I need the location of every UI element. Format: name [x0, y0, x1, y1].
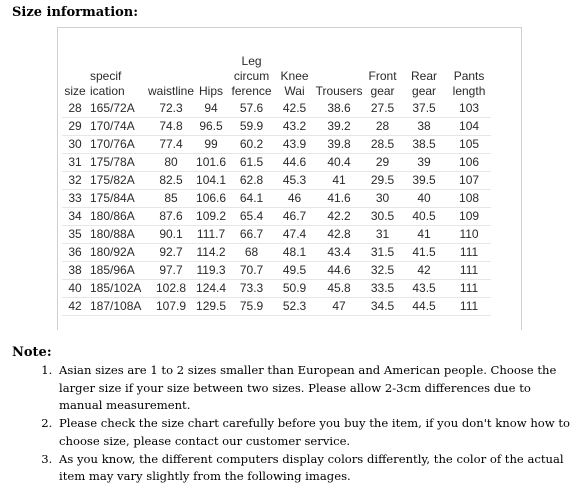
table-cell: 111.7	[194, 226, 228, 244]
table-cell: 45.3	[275, 172, 314, 190]
table-cell: 42.8	[314, 226, 364, 244]
header-line: Pants	[453, 69, 485, 83]
table-cell: 175/84A	[88, 190, 148, 208]
header-line: Rear	[411, 69, 438, 83]
table-cell: 110	[447, 226, 491, 244]
table-cell: 90.1	[148, 226, 194, 244]
table-cell: 30	[364, 190, 401, 208]
header-line: ference	[231, 84, 272, 98]
table-cell: 44.6	[314, 262, 364, 280]
table-cell: 119.3	[194, 262, 228, 280]
table-cell: 48.1	[275, 244, 314, 262]
header-line: Trousers	[315, 84, 363, 98]
header-line: waistline	[148, 84, 195, 98]
table-cell: 43.2	[275, 118, 314, 136]
table-cell: 42	[62, 298, 88, 316]
table-cell: 40.5	[401, 208, 447, 226]
table-cell: 102.8	[148, 280, 194, 298]
header-line: Hips	[199, 84, 224, 98]
table-cell: 111	[447, 280, 491, 298]
table-cell: 42	[401, 262, 447, 280]
table-cell: 94	[194, 100, 228, 118]
header-waistline	[148, 44, 194, 100]
table-cell: 175/82A	[88, 172, 148, 190]
table-cell: 43.4	[314, 244, 364, 262]
table-cell: 62.8	[228, 172, 275, 190]
table-cell: 38	[401, 118, 447, 136]
table-cell: 39.8	[314, 136, 364, 154]
table-cell: 45.8	[314, 280, 364, 298]
table-cell: 38	[62, 262, 88, 280]
table-cell: 32.5	[364, 262, 401, 280]
table-cell: 40.4	[314, 154, 364, 172]
table-cell: 187/108A	[88, 298, 148, 316]
header-trousers	[314, 44, 364, 100]
table-cell: 180/92A	[88, 244, 148, 262]
table-cell: 34.5	[364, 298, 401, 316]
table-cell: 28	[62, 100, 88, 118]
table-cell: 44.6	[275, 154, 314, 172]
table-row	[62, 244, 491, 262]
table-cell: 59.9	[228, 118, 275, 136]
table-cell: 39	[401, 154, 447, 172]
table-cell: 73.3	[228, 280, 275, 298]
header-line: Wai	[284, 84, 305, 98]
table-cell: 104	[447, 118, 491, 136]
table-cell: 170/74A	[88, 118, 148, 136]
table-cell: 65.4	[228, 208, 275, 226]
header-line: gear	[370, 84, 395, 98]
table-cell: 111	[447, 298, 491, 316]
header-line: specif	[90, 69, 122, 83]
header-line: Leg	[241, 54, 262, 68]
header-line: Front	[368, 69, 397, 83]
header-line: circum	[233, 69, 270, 83]
table-cell: 129.5	[194, 298, 228, 316]
header-line: gear	[412, 84, 437, 98]
table-cell: 29	[364, 154, 401, 172]
header-line: size	[64, 84, 86, 98]
table-cell: 103	[447, 100, 491, 118]
table-cell: 107.9	[148, 298, 194, 316]
note-title: Note:	[12, 345, 52, 360]
header-line: length	[452, 84, 486, 98]
table-cell: 43.9	[275, 136, 314, 154]
table-cell: 29.5	[364, 172, 401, 190]
table-cell: 31	[62, 154, 88, 172]
table-cell: 114.2	[194, 244, 228, 262]
table-header-row	[62, 44, 491, 100]
table-cell: 40	[62, 280, 88, 298]
table-row	[62, 100, 491, 118]
table-row	[62, 136, 491, 154]
header-line: Knee	[280, 69, 309, 83]
table-cell: 40	[401, 190, 447, 208]
table-cell: 66.7	[228, 226, 275, 244]
header-front-gear	[364, 44, 401, 100]
table-cell: 109	[447, 208, 491, 226]
header-specification	[88, 44, 148, 100]
table-cell: 43.5	[401, 280, 447, 298]
table-cell: 111	[447, 244, 491, 262]
table-cell: 101.6	[194, 154, 228, 172]
table-body	[62, 100, 491, 316]
table-cell: 99	[194, 136, 228, 154]
table-cell: 61.5	[228, 154, 275, 172]
table-cell: 34	[62, 208, 88, 226]
table-cell: 108	[447, 190, 491, 208]
header-line: ication	[90, 84, 125, 98]
table-cell: 32	[62, 172, 88, 190]
table-cell: 75.9	[228, 298, 275, 316]
table-cell: 30	[62, 136, 88, 154]
table-row	[62, 118, 491, 136]
table-cell: 47.4	[275, 226, 314, 244]
header-knee-wai	[275, 44, 314, 100]
header-pants-length	[447, 44, 491, 100]
table-cell: 42.5	[275, 100, 314, 118]
table-cell: 170/76A	[88, 136, 148, 154]
table-cell: 185/96A	[88, 262, 148, 280]
table-cell: 37.5	[401, 100, 447, 118]
table-cell: 97.7	[148, 262, 194, 280]
table-cell: 80	[148, 154, 194, 172]
table-row	[62, 280, 491, 298]
table-cell: 28	[364, 118, 401, 136]
table-cell: 96.5	[194, 118, 228, 136]
table-cell: 175/78A	[88, 154, 148, 172]
header-hips	[194, 44, 228, 100]
table-cell: 107	[447, 172, 491, 190]
table-cell: 109.2	[194, 208, 228, 226]
table-cell: 47	[314, 298, 364, 316]
table-cell: 52.3	[275, 298, 314, 316]
table-cell: 31	[364, 226, 401, 244]
table-cell: 60.2	[228, 136, 275, 154]
table-cell: 30.5	[364, 208, 401, 226]
table-cell: 41.6	[314, 190, 364, 208]
table-cell: 104.1	[194, 172, 228, 190]
table-cell: 105	[447, 136, 491, 154]
header-leg-circumference	[228, 44, 275, 100]
table-cell: 33.5	[364, 280, 401, 298]
table-cell: 44.5	[401, 298, 447, 316]
page-title: Size information:	[12, 5, 139, 20]
table-cell: 27.5	[364, 100, 401, 118]
table-cell: 42.2	[314, 208, 364, 226]
table-row	[62, 298, 491, 316]
table-cell: 46.7	[275, 208, 314, 226]
table-row	[62, 208, 491, 226]
table-cell: 165/72A	[88, 100, 148, 118]
table-cell: 92.7	[148, 244, 194, 262]
table-row	[62, 172, 491, 190]
table-cell: 38.6	[314, 100, 364, 118]
table-cell: 29	[62, 118, 88, 136]
table-cell: 46	[275, 190, 314, 208]
table-cell: 41.5	[401, 244, 447, 262]
table-cell: 39.5	[401, 172, 447, 190]
table-cell: 77.4	[148, 136, 194, 154]
table-cell: 49.5	[275, 262, 314, 280]
table-cell: 180/86A	[88, 208, 148, 226]
table-cell: 35	[62, 226, 88, 244]
table-row	[62, 154, 491, 172]
table-row	[62, 262, 491, 280]
table-cell: 39.2	[314, 118, 364, 136]
header-rear-gear	[401, 44, 447, 100]
size-table	[62, 44, 491, 316]
table-cell: 72.3	[148, 100, 194, 118]
note-item: 2. Please check the size chart carefully before you buy the item, if you don't know how to choose size, please contact our customer service.	[56, 415, 574, 450]
table-cell: 82.5	[148, 172, 194, 190]
table-cell: 180/88A	[88, 226, 148, 244]
header-size	[62, 44, 88, 100]
table-cell: 57.6	[228, 100, 275, 118]
table-cell: 41	[401, 226, 447, 244]
table-row	[62, 226, 491, 244]
table-cell: 106.6	[194, 190, 228, 208]
table-cell: 74.8	[148, 118, 194, 136]
table-cell: 111	[447, 262, 491, 280]
notes-list	[14, 362, 574, 486]
table-cell: 106	[447, 154, 491, 172]
table-cell: 41	[314, 172, 364, 190]
table-cell: 38.5	[401, 136, 447, 154]
table-cell: 31.5	[364, 244, 401, 262]
table-cell: 33	[62, 190, 88, 208]
table-cell: 70.7	[228, 262, 275, 280]
table-cell: 87.6	[148, 208, 194, 226]
table-cell: 64.1	[228, 190, 275, 208]
note-item: 1. Asian sizes are 1 to 2 sizes smaller than European and American people. Choose the larger size if your size between two sizes. Please allow 2-3cm differences due to manual measurement.	[56, 362, 574, 415]
table-cell: 85	[148, 190, 194, 208]
table-row	[62, 190, 491, 208]
table-cell: 68	[228, 244, 275, 262]
table-cell: 28.5	[364, 136, 401, 154]
note-item: 3. As you know, the different computers display colors differently, the color of the actual item may vary slightly from the following images.	[56, 451, 574, 486]
table-cell: 185/102A	[88, 280, 148, 298]
table-cell: 50.9	[275, 280, 314, 298]
table-cell: 36	[62, 244, 88, 262]
table-cell: 124.4	[194, 280, 228, 298]
